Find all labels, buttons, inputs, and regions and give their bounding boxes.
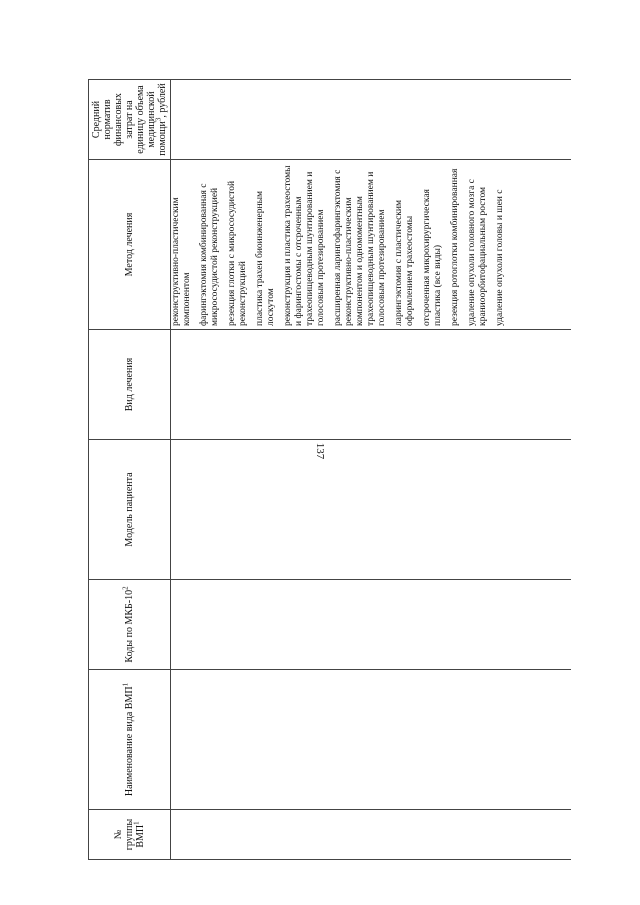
cell-group-number bbox=[171, 810, 572, 860]
method-item: резекция ротоглотки комбинированная bbox=[450, 168, 460, 326]
rotated-table-container bbox=[88, 80, 548, 860]
cell-average-cost bbox=[171, 80, 572, 160]
method-item: резекция глотки с микрососудистой реконструкцией bbox=[227, 180, 248, 326]
method-item: удаление опухоли головного мозга с краниоорбитофациальным ростом bbox=[467, 179, 488, 326]
table-header-row bbox=[89, 80, 171, 860]
header-treatment-type: Вид лечения bbox=[89, 330, 171, 440]
cell-treatment-type bbox=[171, 330, 572, 440]
method-item: удаление опухоли головы и шеи с bbox=[495, 189, 505, 326]
cell-vmp-name bbox=[171, 670, 572, 810]
header-patient-model: Модель пациента bbox=[89, 440, 171, 580]
header-icd-codes: Коды по МКБ-$10^2$ bbox=[89, 580, 171, 670]
method-item: пластика трахеи биоинженерным лоскутом bbox=[255, 191, 276, 326]
method-item: фарингэктомия комбинированная с микрососудистой реконструкцией bbox=[199, 183, 220, 326]
cell-treatment-methods bbox=[171, 160, 572, 330]
cell-icd-codes bbox=[171, 580, 572, 670]
cell-patient-model bbox=[171, 440, 572, 580]
vmp-table bbox=[88, 79, 571, 860]
method-item: реконструктивно-пластическим компонентом bbox=[171, 197, 192, 326]
header-average-cost: Средний норматив финансовых затрат на единицу объема медицинской помощи$^3$, рублей bbox=[89, 80, 171, 160]
method-item: отсроченная микрохирургическая пластика (все виды) bbox=[422, 189, 443, 326]
header-treatment-method: Метод лечения bbox=[89, 160, 171, 330]
header-group-number: № группы ВМП$^1$ bbox=[89, 810, 171, 860]
method-item: расширенная ларингофарингэктомия с реконструктивно-пластическим компонентом и одномоментным трахеопищеводным шунтированием и голосовым протезированием bbox=[333, 169, 387, 326]
table-row bbox=[171, 80, 572, 860]
method-item: реконструкция и пластика трахеостомы и фарингостомы с отсроченным трахеопищеводным шунтированием и голосовым протезированием bbox=[283, 165, 326, 326]
method-item: ларингэктомия с пластическим оформлением трахеостомы bbox=[394, 199, 415, 326]
page-number: 137 bbox=[314, 442, 326, 460]
header-vmp-name: Наименование вида ВМП$^1$ bbox=[89, 670, 171, 810]
